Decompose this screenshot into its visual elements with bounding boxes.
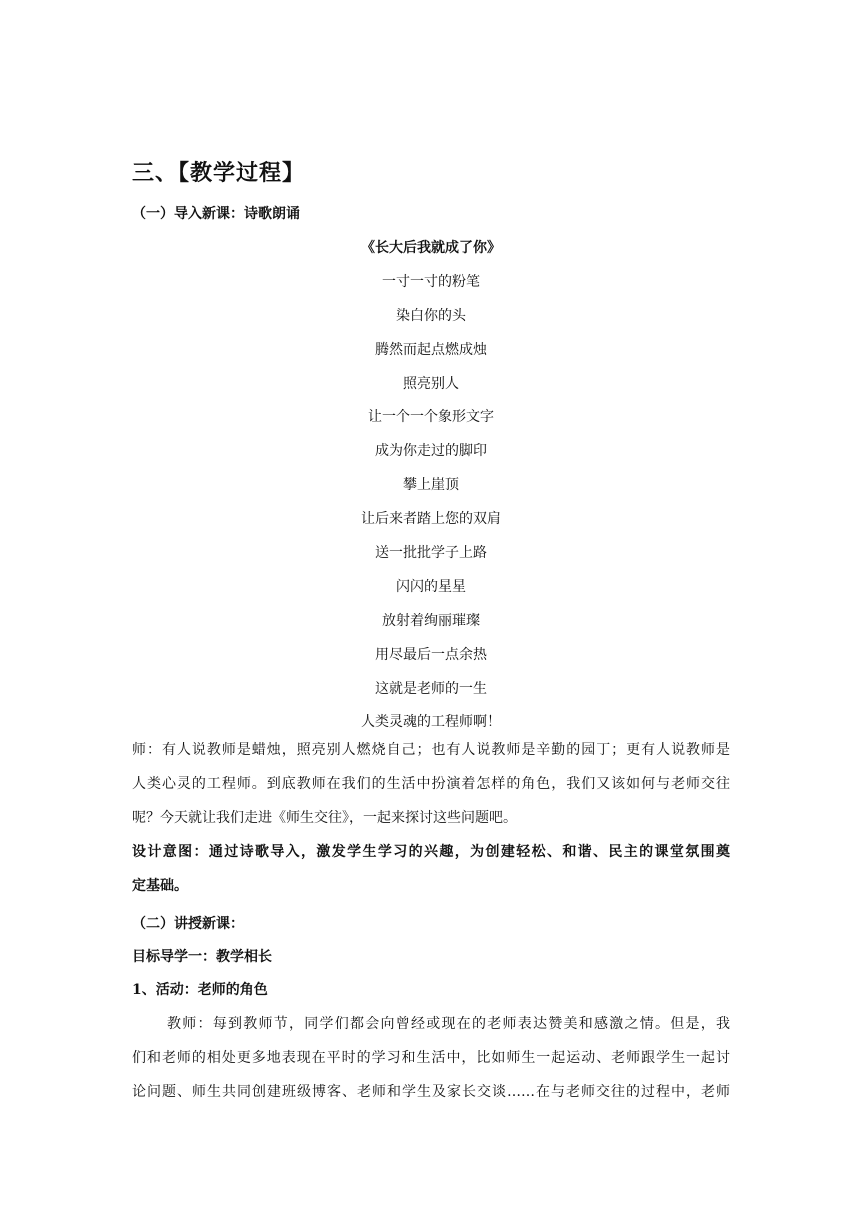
- teacher-paragraph: [132, 733, 730, 835]
- paragraph-line: 师：有人说教师是蜡烛，照亮别人燃烧自己；也有人说教师是辛勤的园丁；更有人说教师是: [132, 742, 730, 758]
- poem-line: 腾然而起点燃成烛: [375, 341, 487, 358]
- poem-line: 成为你走过的脚印: [375, 443, 487, 460]
- lecture-heading: （二）讲授新课：: [132, 916, 244, 932]
- paragraph-line: 呢？今天就让我们走进《师生交往》，一起来探讨这些问题吧。: [132, 810, 517, 826]
- poem-line: 攀上崖顶: [403, 477, 459, 494]
- design-intent-paragraph: [132, 835, 730, 903]
- poem-title: 《长大后我就成了你》: [361, 240, 501, 256]
- poem-line: 一寸一寸的粉笔: [382, 273, 480, 290]
- goal-heading: 目标导学一：教学相长: [132, 949, 272, 965]
- intro-heading: （一）导入新课：诗歌朗诵: [132, 206, 300, 222]
- poem-line: 这就是老师的一生: [375, 680, 487, 697]
- poem-line: 照亮别人: [403, 375, 459, 392]
- poem-line: 让后来者踏上您的双肩: [361, 511, 501, 528]
- poem-line: 染白你的头: [396, 307, 466, 324]
- poem-line: 让一个一个象形文字: [368, 409, 494, 426]
- activity-paragraph: [132, 1007, 730, 1109]
- paragraph-line: 人类心灵的工程师。到底教师在我们的生活中扮演着怎样的角色，我们又该如何与老师交往: [132, 776, 730, 792]
- paragraph-line: 们和老师的相处更多地表现在平时的学习和生活中，比如师生一起运动、老师跟学生一起讨: [132, 1050, 730, 1066]
- poem: [132, 232, 730, 740]
- poem-line: 用尽最后一点余热: [375, 646, 487, 663]
- activity-heading: 1、活动：老师的角色: [132, 982, 268, 998]
- poem-line: 闪闪的星星: [396, 578, 466, 595]
- paragraph-line: 设计意图：通过诗歌导入，激发学生学习的兴趣，为创建轻松、和谐、民主的课堂氛围奠: [132, 844, 730, 860]
- poem-line: 送一批批学子上路: [375, 545, 487, 562]
- paragraph-line: 教师：每到教师节，同学们都会向曾经或现在的老师表达赞美和感激之情。但是，我: [167, 1016, 730, 1032]
- poem-line: 放射着绚丽璀璨: [382, 612, 480, 629]
- paragraph-line: 定基础。: [132, 878, 188, 894]
- paragraph-line: 论问题、师生共同创建班级博客、老师和学生及家长交谈……在与老师交往的过程中，老师: [132, 1084, 730, 1100]
- poem-line: 人类灵魂的工程师啊！: [361, 714, 501, 731]
- section-title: 三、【教学过程】: [132, 160, 306, 186]
